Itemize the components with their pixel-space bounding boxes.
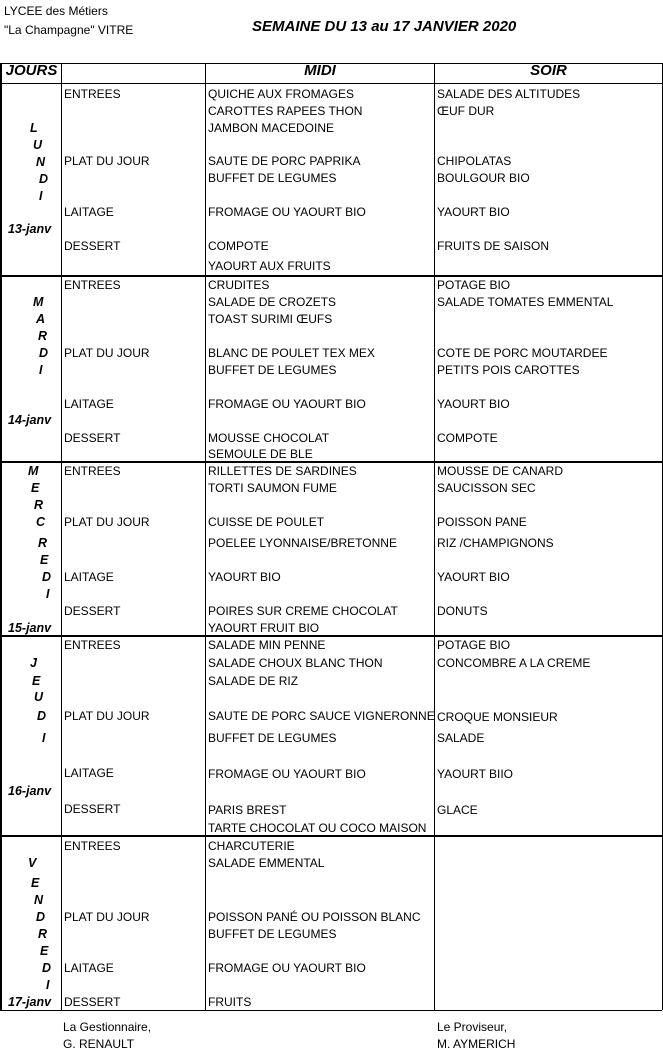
midi-dish-laitage: FROMAGE OU YAOURT BIO (208, 205, 366, 219)
midi-dish-dessert: TARTE CHOCOLAT OU COCO MAISON (208, 821, 427, 835)
soir-dish-entrees: POTAGE BIO (437, 278, 511, 292)
proviseur-name: M. AYMERICH (437, 1037, 516, 1051)
day-letter: R (34, 498, 44, 512)
day-date: 13-janv (8, 222, 52, 236)
midi-dish-dessert: POIRES SUR CREME CHOCOLAT (208, 604, 398, 618)
soir-dish-dessert: DONUTS (437, 604, 488, 618)
midi-dish-plat: POISSON PANÉ OU POISSON BLANC (208, 910, 421, 924)
midi-dish-laitage: FROMAGE OU YAOURT BIO (208, 961, 366, 975)
category-label-dessert: DESSERT (64, 239, 121, 253)
midi-dish-entrees: TORTI SAUMON FUME (208, 481, 337, 495)
day-letter: I (42, 731, 46, 745)
day-letter: N (34, 893, 44, 907)
category-label-plat: PLAT DU JOUR (64, 910, 150, 924)
soir-dish-dessert: GLACE (437, 803, 478, 817)
midi-dish-plat: BUFFET DE LEGUMES (208, 363, 337, 377)
category-label-plat: PLAT DU JOUR (64, 515, 150, 529)
day-letter: I (39, 189, 43, 203)
soir-dish-plat: PETITS POIS CAROTTES (437, 363, 580, 377)
midi-dish-plat: SAUTE DE PORC SAUCE VIGNERONNE (208, 709, 435, 723)
category-label-laitage: LAITAGE (64, 766, 114, 780)
soir-dish-dessert: COMPOTE (437, 431, 498, 445)
midi-dish-entrees: SALADE EMMENTAL (208, 856, 325, 870)
gestionnaire-name: G. RENAULT (63, 1037, 135, 1051)
day-date: 14-janv (8, 413, 52, 427)
soir-dish-entrees: MOUSSE DE CANARD (437, 464, 564, 478)
soir-dish-entrees: POTAGE BIO (437, 638, 511, 652)
day-letter: D (39, 346, 49, 360)
soir-dish-entrees: SAUCISSON SEC (437, 481, 536, 495)
soir-dish-entrees: CONCOMBRE A LA CREME (437, 656, 591, 670)
day-letter: D (36, 910, 46, 924)
midi-dish-entrees: CHARCUTERIE (208, 839, 295, 853)
midi-dish-plat: SAUTE DE PORC PAPRIKA (208, 154, 361, 168)
soir-dish-laitage: YAOURT BIO (437, 397, 510, 411)
midi-dish-plat: CUISSE DE POULET (208, 515, 325, 529)
soir-dish-entrees: SALADE DES ALTITUDES (437, 87, 581, 101)
midi-dish-entrees: SALADE DE CROZETS (208, 295, 337, 309)
table-vertical-rule (0, 63, 2, 1010)
page-title: SEMAINE DU 13 au 17 JANVIER 2020 (252, 18, 517, 35)
category-label-dessert: DESSERT (64, 431, 121, 445)
category-label-laitage: LAITAGE (64, 205, 114, 219)
soir-dish-laitage: YAOURT BIIO (437, 767, 514, 781)
school-name: LYCEE des Métiers (4, 4, 108, 18)
day-date: 16-janv (8, 784, 52, 798)
table-horizontal-rule (0, 83, 662, 84)
midi-dish-dessert: SEMOULE DE BLE (208, 447, 313, 461)
table-horizontal-rule (0, 275, 662, 277)
soir-dish-dessert: FRUITS DE SAISON (437, 239, 550, 253)
midi-dish-dessert: YAOURT FRUIT BIO (208, 621, 320, 635)
midi-dish-dessert: FRUITS (208, 995, 252, 1009)
midi-dish-entrees: SALADE CHOUX BLANC THON (208, 656, 383, 670)
day-letter: E (32, 674, 41, 688)
midi-dish-plat: BUFFET DE LEGUMES (208, 927, 337, 941)
table-vertical-rule (61, 63, 62, 1010)
day-letter: R (38, 927, 48, 941)
midi-dish-entrees: JAMBON MACEDOINE (208, 121, 335, 135)
midi-dish-plat: BLANC DE POULET TEX MEX (208, 346, 375, 360)
category-label-laitage: LAITAGE (64, 397, 114, 411)
day-letter: I (46, 978, 50, 992)
column-header-midi: MIDI (304, 62, 336, 79)
table-horizontal-rule (0, 635, 662, 637)
table-vertical-rule (434, 63, 435, 1010)
soir-dish-laitage: YAOURT BIO (437, 570, 510, 584)
day-letter: M (33, 295, 44, 309)
midi-dish-plat: BUFFET DE LEGUMES (208, 171, 337, 185)
soir-dish-plat: BOULGOUR BIO (437, 171, 530, 185)
midi-dish-plat: BUFFET DE LEGUMES (208, 731, 337, 745)
table-vertical-rule (205, 63, 206, 1010)
day-letter: J (30, 656, 37, 670)
category-label-laitage: LAITAGE (64, 570, 114, 584)
day-letter: V (28, 856, 37, 870)
school-subtitle: "La Champagne" VITRE (4, 23, 134, 37)
day-letter: C (36, 515, 46, 529)
day-letter: D (37, 709, 47, 723)
day-date: 17-janv (8, 995, 52, 1009)
soir-dish-plat: CHIPOLATAS (437, 154, 512, 168)
soir-dish-plat: SALADE (437, 731, 485, 745)
day-letter: I (46, 587, 50, 601)
day-letter: U (34, 690, 44, 704)
day-date: 15-janv (8, 621, 52, 635)
day-letter: E (40, 944, 49, 958)
category-label-laitage: LAITAGE (64, 961, 114, 975)
day-letter: D (39, 172, 49, 186)
midi-dish-dessert: COMPOTE (208, 239, 269, 253)
day-letter: M (28, 464, 39, 478)
day-letter: A (36, 312, 46, 326)
category-label-dessert: DESSERT (64, 995, 121, 1009)
day-letter: U (33, 138, 43, 152)
day-letter: R (38, 329, 48, 343)
day-letter: D (42, 961, 52, 975)
midi-dish-entrees: SALADE MIN PENNE (208, 638, 326, 652)
category-label-entrees: ENTREES (64, 278, 121, 292)
midi-dish-entrees: RILLETTES DE SARDINES (208, 464, 357, 478)
soir-dish-plat: COTE DE PORC MOUTARDEE (437, 346, 608, 360)
soir-dish-plat: POISSON PANE (437, 515, 527, 529)
column-header-jours: JOURS (5, 62, 58, 79)
day-letter: D (42, 570, 52, 584)
day-letter: I (39, 363, 43, 377)
table-horizontal-rule (0, 835, 662, 837)
midi-dish-entrees: SALADE DE RIZ (208, 674, 299, 688)
category-label-entrees: ENTREES (64, 839, 121, 853)
midi-dish-dessert: YAOURT AUX FRUITS (208, 259, 331, 273)
table-horizontal-rule (0, 461, 662, 463)
day-letter: E (31, 481, 40, 495)
category-label-entrees: ENTREES (64, 638, 121, 652)
day-letter: N (36, 155, 46, 169)
midi-dish-laitage: FROMAGE OU YAOURT BIO (208, 397, 366, 411)
midi-dish-laitage: FROMAGE OU YAOURT BIO (208, 767, 366, 781)
gestionnaire-title: La Gestionnaire, (63, 1020, 152, 1034)
midi-dish-entrees: TOAST SURIMI ŒUFS (208, 312, 333, 326)
day-letter: L (30, 121, 38, 135)
day-letter: E (40, 553, 49, 567)
midi-dish-entrees: CRUDITES (208, 278, 270, 292)
midi-dish-entrees: QUICHE AUX FROMAGES (208, 87, 355, 101)
soir-dish-plat: RIZ /CHAMPIGNONS (437, 536, 554, 550)
day-letter: E (31, 876, 40, 890)
category-label-entrees: ENTREES (64, 464, 121, 478)
category-label-dessert: DESSERT (64, 802, 121, 816)
proviseur-title: Le Proviseur, (437, 1020, 508, 1034)
soir-dish-entrees: SALADE TOMATES EMMENTAL (437, 295, 614, 309)
category-label-plat: PLAT DU JOUR (64, 709, 150, 723)
category-label-dessert: DESSERT (64, 604, 121, 618)
column-header-soir: SOIR (530, 62, 567, 79)
table-horizontal-rule (0, 1010, 662, 1011)
midi-dish-laitage: YAOURT BIO (208, 570, 281, 584)
category-label-plat: PLAT DU JOUR (64, 346, 150, 360)
category-label-entrees: ENTREES (64, 87, 121, 101)
midi-dish-dessert: MOUSSE CHOCOLAT (208, 431, 330, 445)
midi-dish-dessert: PARIS BREST (208, 803, 287, 817)
day-letter: R (38, 536, 48, 550)
soir-dish-entrees: ŒUF DUR (437, 104, 495, 118)
midi-dish-plat: POELEE LYONNAISE/BRETONNE (208, 536, 397, 550)
category-label-plat: PLAT DU JOUR (64, 154, 150, 168)
soir-dish-plat: CROQUE MONSIEUR (437, 710, 558, 724)
soir-dish-laitage: YAOURT BIO (437, 205, 510, 219)
midi-dish-entrees: CAROTTES RAPEES THON (208, 104, 363, 118)
